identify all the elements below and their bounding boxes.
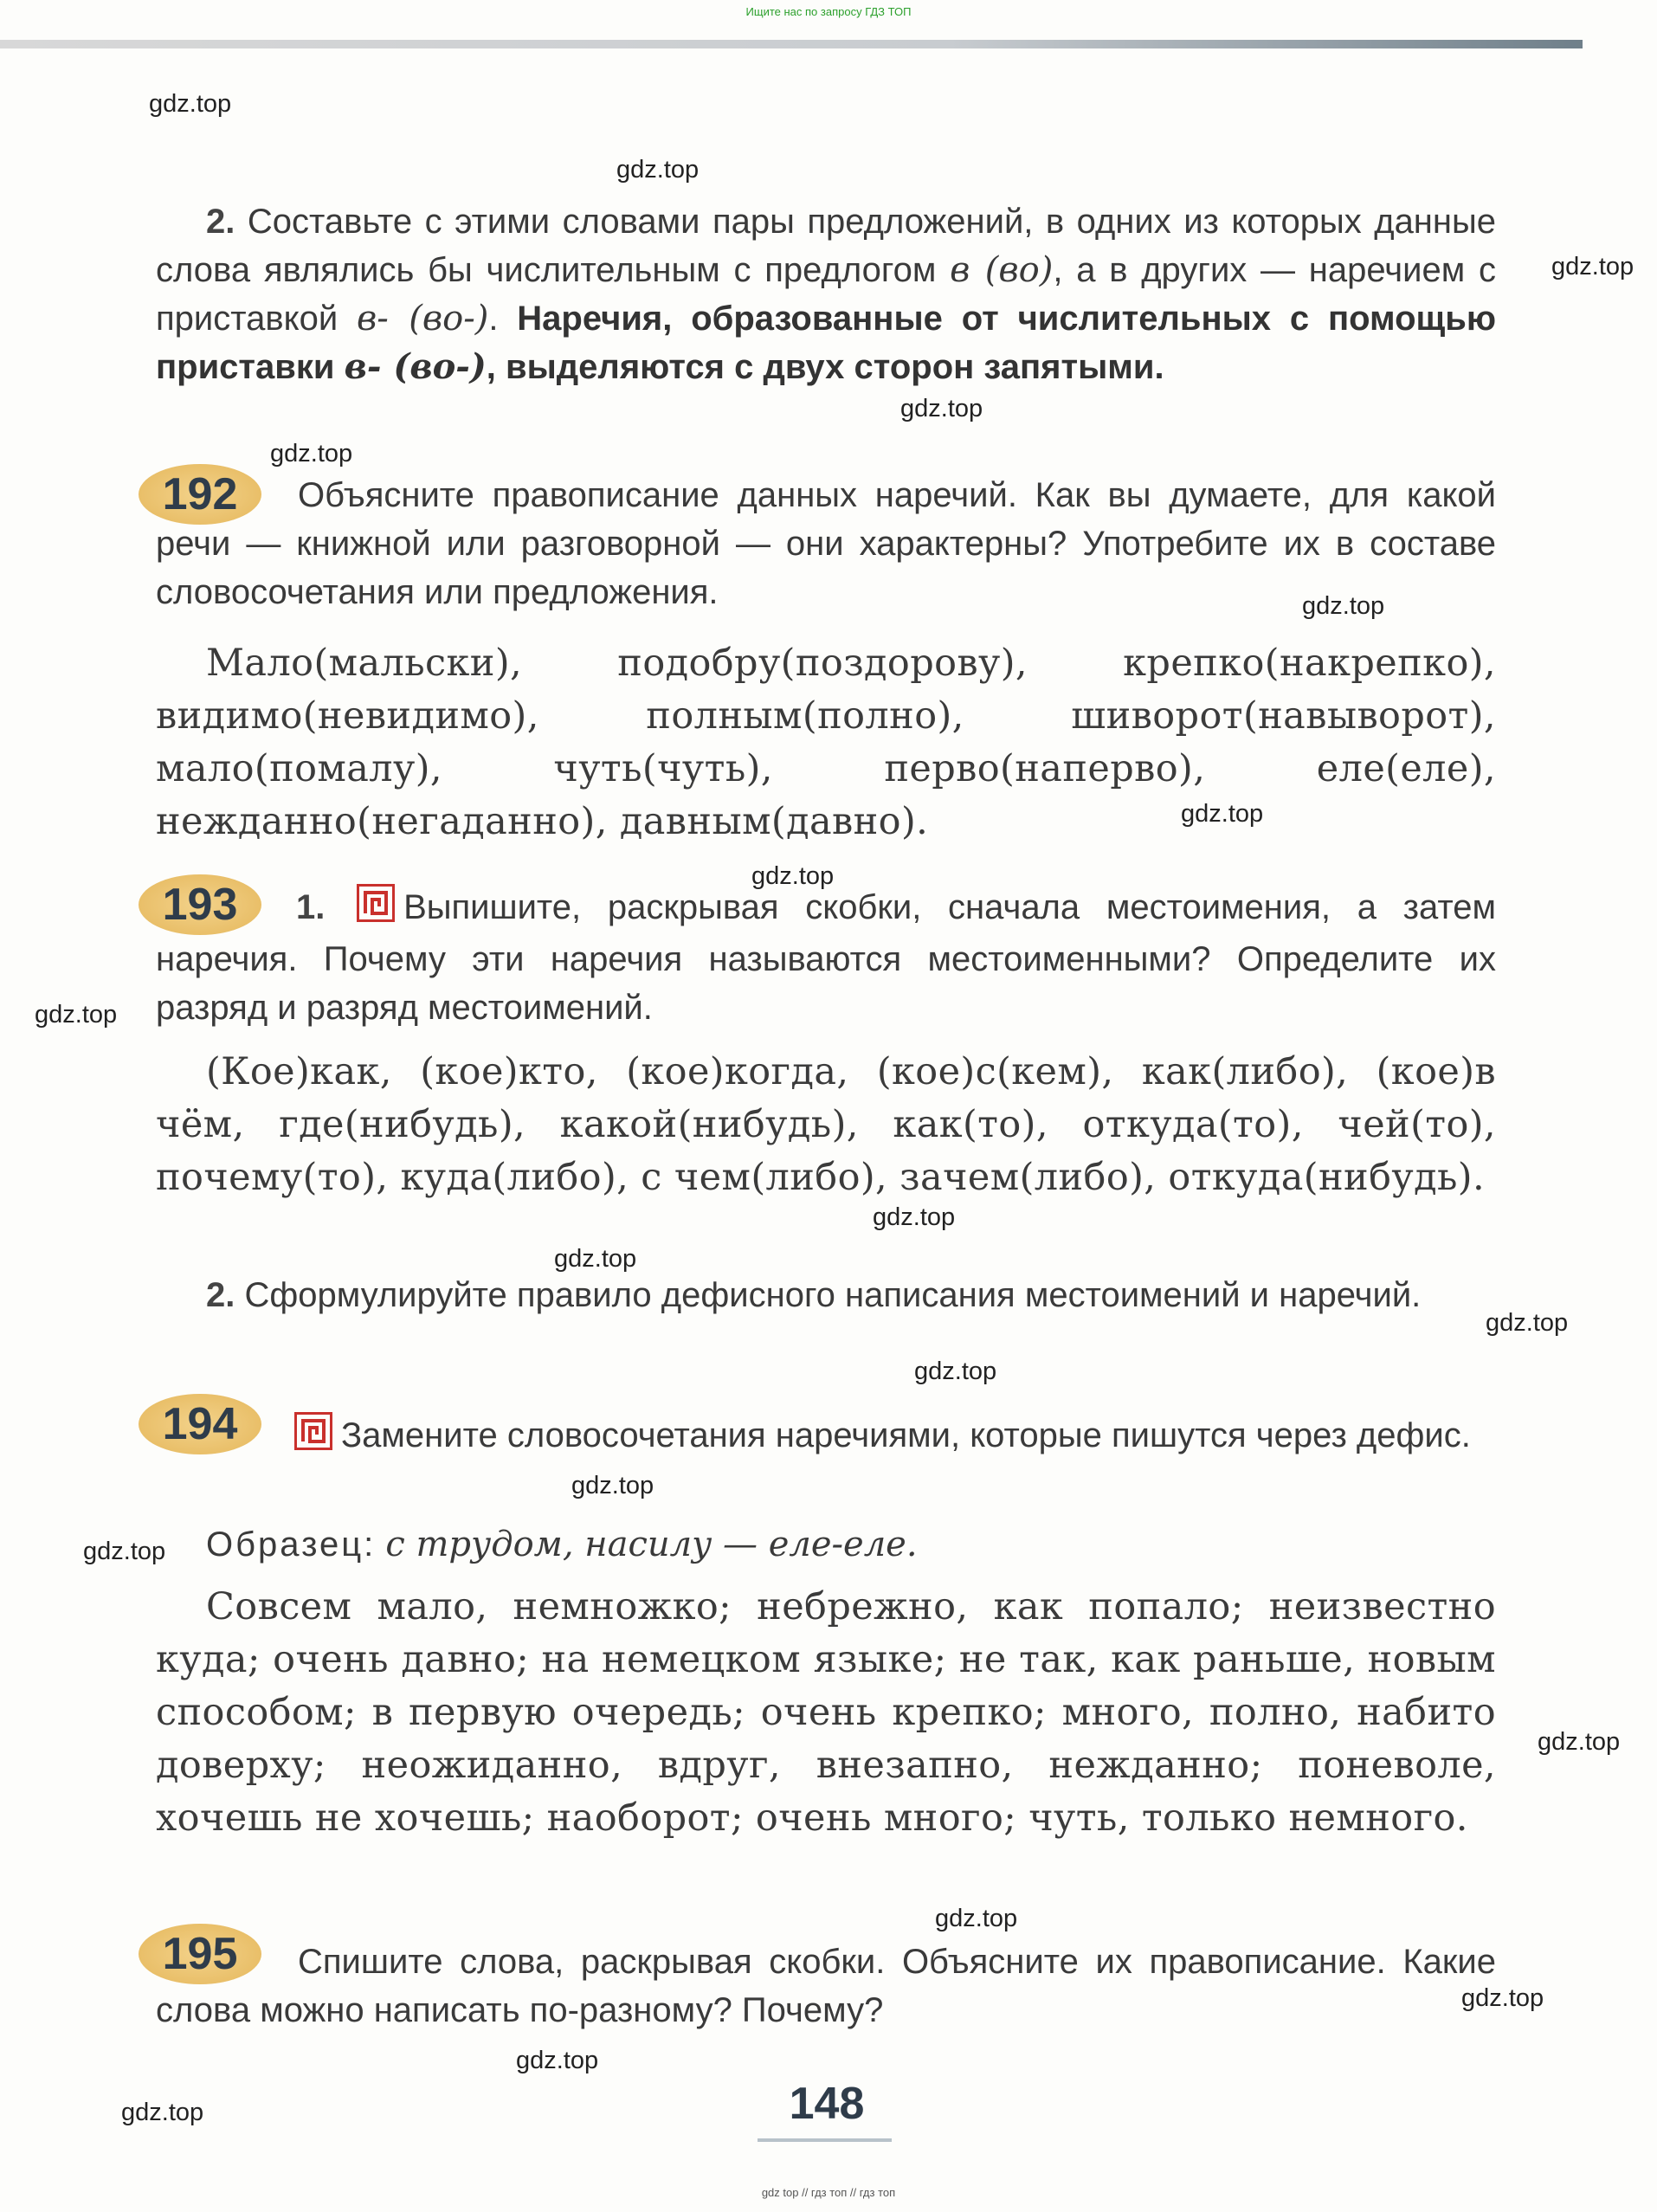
part-text-3: . bbox=[488, 300, 499, 338]
task-193-words: (Кое)как, (кое)кто, (кое)когда, (кое)с(кем), как(либо), (кое)в чём, где(нибудь), какой(нибудь), как(то), откуда(то), чей(то), почему(то), куда(либо), с чем(либо), зачем(либо), откуда(нибудь). bbox=[156, 1050, 1496, 1199]
watermark: gdz.top bbox=[751, 862, 835, 890]
rule-text: Наречия, образованные от числительных с помощью приставки bbox=[156, 300, 1496, 386]
watermark: gdz.top bbox=[1461, 1984, 1544, 2012]
part-number: 2. bbox=[206, 1276, 235, 1314]
task-194-sample bbox=[156, 1520, 1496, 1569]
watermark: gdz.top bbox=[616, 156, 700, 184]
bottom-note: gdz top // гдз топ // гдз топ bbox=[761, 2186, 896, 2199]
watermark: gdz.top bbox=[35, 1001, 118, 1029]
top-divider-bar bbox=[0, 40, 1583, 48]
exercise-number-badge: 194 bbox=[139, 1394, 261, 1454]
part-text-2: , а в других — наречием с приставкой bbox=[156, 251, 1496, 338]
watermark: gdz.top bbox=[1486, 1309, 1569, 1337]
top-search-note: Ищите нас по запросу ГДЗ ТОП bbox=[745, 5, 912, 18]
task-193-part-1 bbox=[156, 883, 1496, 1032]
sample-label: Образец: bbox=[206, 1525, 377, 1564]
instruction-text: Замените словосочетания наречиями, которые пишутся через дефис. bbox=[341, 1416, 1471, 1454]
task-194-instruction bbox=[156, 1411, 1496, 1463]
watermark: gdz.top bbox=[1551, 253, 1634, 281]
watermark: gdz.top bbox=[1302, 592, 1385, 620]
exercise-number-badge: 192 bbox=[139, 464, 261, 525]
sample-text: с трудом, насилу — еле-еле. bbox=[385, 1525, 918, 1564]
writing-task-icon bbox=[357, 884, 395, 935]
preposition: в (во) bbox=[950, 250, 1054, 290]
part-number: 1. bbox=[296, 888, 326, 926]
watermark: gdz.top bbox=[873, 1203, 956, 1231]
watermark: gdz.top bbox=[571, 1472, 654, 1499]
exercise-number-badge: 193 bbox=[139, 874, 261, 935]
watermark: gdz.top bbox=[1181, 800, 1264, 828]
task-194-words: Совсем мало, немножко; небрежно, как попало; неизвестно куда; очень давно; на немецком языке; не так, как раньше, новым способом; в первую очередь; очень крепко; много, полно, набито доверху; неожиданно, вдруг, внезапно, нежданно; поневоле, хочешь не хочешь; наоборот; очень много; чуть, только немного. bbox=[156, 1585, 1496, 1840]
task-195-instruction: Спишите слова, раскрывая скобки. Объясните их правописание. Какие слова можно написать по-разному? Почему? bbox=[156, 1943, 1496, 2029]
part-text: Сформулируйте правило дефисного написания местоимений и наречий. bbox=[244, 1276, 1422, 1314]
watermark: gdz.top bbox=[83, 1538, 166, 1565]
task-191-part-2 bbox=[156, 197, 1496, 391]
watermark: gdz.top bbox=[900, 395, 983, 422]
watermark: gdz.top bbox=[121, 2099, 204, 2126]
rule-prefix: в- (во-) bbox=[344, 346, 487, 387]
page-number: 148 bbox=[789, 2079, 865, 2129]
part-text: Выпишите, раскрывая скобки, сначала местоимения, а затем наречия. Почему эти наречия называются местоименными? Определите их разряд и разряд местоимений. bbox=[156, 888, 1496, 1027]
task-193-part-2 bbox=[156, 1271, 1496, 1319]
writing-task-icon bbox=[294, 1412, 332, 1463]
watermark: gdz.top bbox=[554, 1245, 637, 1273]
task-192-instruction: Объясните правописание данных наречий. Как вы думаете, для какой речи — книжной или разговорной — они характерны? Употребите их в составе словосочетания или предложения. bbox=[156, 476, 1496, 611]
task-192-words: Мало(мальски), подобру(поздорову), крепко(накрепко), видимо(невидимо), полным(полно), шиворот(навыворот), мало(помалу), чуть(чуть), перво(наперво), еле(еле), нежданно(негаданно), давным(давно). bbox=[156, 642, 1496, 843]
watermark: gdz.top bbox=[914, 1358, 997, 1385]
watermark: gdz.top bbox=[516, 2047, 599, 2074]
part-text: Составьте с этими словами пары предложений, в одних из которых данные слова являлись бы числительным с предлогом bbox=[156, 203, 1496, 289]
watermark: gdz.top bbox=[935, 1905, 1018, 1932]
watermark: gdz.top bbox=[1538, 1728, 1621, 1756]
watermark: gdz.top bbox=[270, 440, 353, 468]
prefix: в- (во-) bbox=[357, 299, 489, 339]
watermark: gdz.top bbox=[149, 90, 232, 118]
rule-text-2: , выделяются с двух сторон запятыми. bbox=[486, 348, 1164, 386]
exercise-number-badge: 195 bbox=[139, 1924, 261, 1984]
page-number-underline bbox=[758, 2138, 892, 2142]
part-number: 2. bbox=[206, 203, 235, 241]
